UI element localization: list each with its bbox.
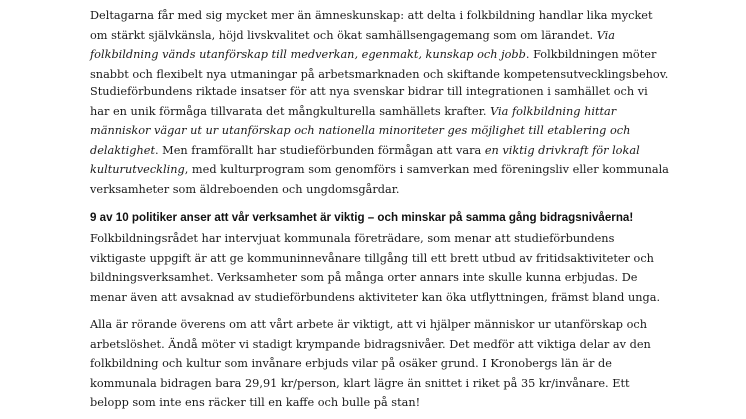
- paragraph-funding: Alla är rörande överens om att vårt arbete är viktigt, att vi hjälper människor ur utanförskap och arbetslöshet. Ändå möter vi stadigt krympande bidragsnivåer. Det medför att viktiga delar av den folkbildning och kultur som invånare erbjuds vilar på osäker grund. I Kronobergs län är de kommunala bidragen bara 29,91 kr/person, klart lägre än snittet i riket på 35 kr/invånare. Ett belopp som inte ens räcker till en kaffe och bulle på stan!: [90, 318, 651, 409]
- paragraph-text: , med kulturprogram som genomförs i samverkan med föreningsliv eller kommunala verksamheter som äldreboenden och ungdomsgårdar.: [90, 163, 669, 196]
- paragraph-text: . Folkbildningen möter snabbt och flexibelt nya utmaningar på arbetsmarknaden och skiftande kompetensutvecklingsbehov.: [90, 48, 669, 81]
- paragraph-text: . Men framförallt har studieförbunden förmågan att vara: [155, 143, 485, 157]
- paragraph-italic-text: Via folkbildning vänds utanförskap till medverkan, egenmakt, kunskap och jobb: [90, 28, 616, 61]
- paragraph-italic-text: Via folkbildning hittar människor vägar ut ur utanförskap och nationella minoriteter ges möjlighet till etablering och delaktighet: [90, 104, 631, 157]
- section-heading: 9 av 10 politiker anser att vår verksamhet är viktig – och minskar på samma gång bidragsnivåerna!: [90, 211, 634, 224]
- paragraph-integration: [90, 82, 670, 199]
- paragraph-italic-text: en viktig drivkraft för lokal kulturutveckling: [90, 143, 640, 176]
- paragraph-text: Studieförbundens riktade insatser för att nya svenskar bidrar till integrationen i samhället och vi har en unik förmåga tillvarata det mångkulturella samhällets krafter.: [90, 85, 648, 118]
- paragraph-text: Deltagarna får med sig mycket mer än ämneskunskap: att delta i folkbildning handlar lika mycket om stärkt självkänsla, höjd livskvalitet och ökat samhällsengagemang som om lärandet.: [90, 9, 653, 42]
- paragraph-interviews: Folkbildningsrådet har intervjuat kommunala företrädare, som menar att studieförbundens viktigaste uppgift är att ge kommuninnevånare tillgång till ett brett utbud av fritidsaktiviteter och bildningsverksamhet. Verksamheter som på många orter annars inte skulle kunna erbjudas. De menar även att avsaknad av studieförbundens aktiviteter kan öka utflyttningen, främst bland unga.: [90, 232, 661, 304]
- paragraph-participants: [90, 6, 670, 84]
